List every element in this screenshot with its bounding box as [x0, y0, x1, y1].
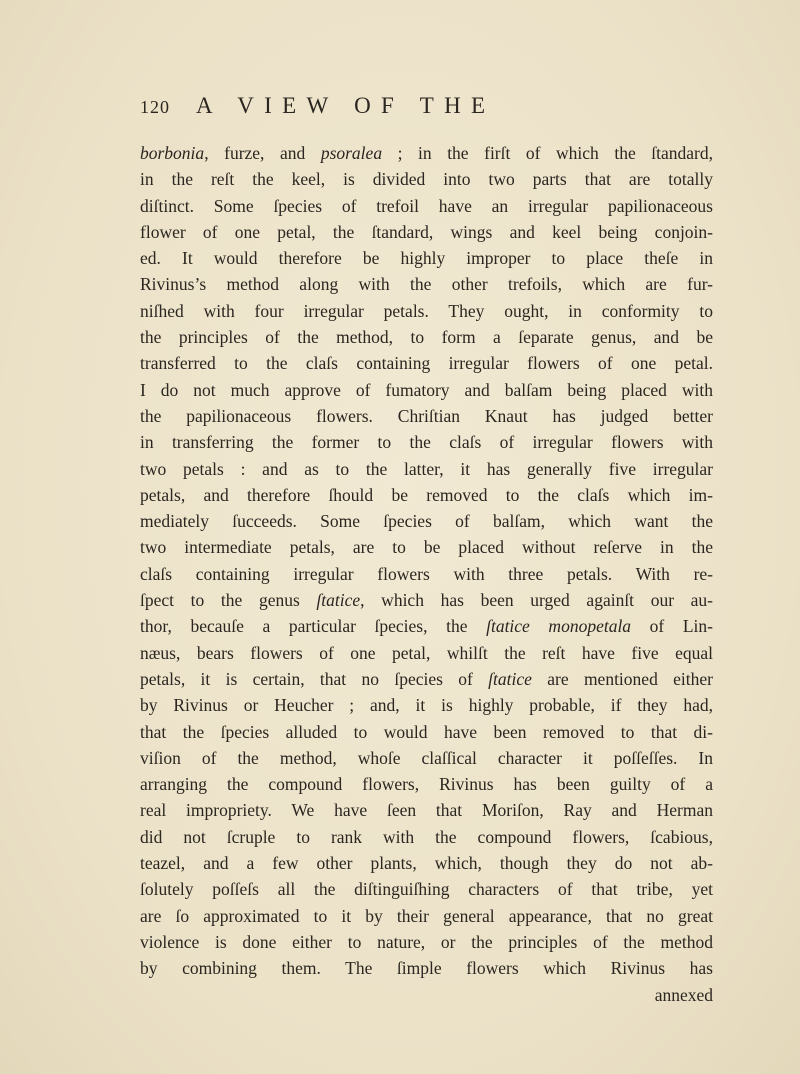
- text-line: [140, 219, 713, 245]
- text-segment: the papilionaceous flowers. Chriſtian Knaut has judged better: [140, 405, 713, 426]
- text-segment: are ſo approximated to it by their general appearance, that no great: [140, 905, 713, 926]
- text-segment: transferred to the claſs containing irregular flowers of one petal.: [140, 353, 713, 374]
- text-line: [140, 850, 713, 876]
- text-segment: two petals : and as to the latter, it has generally five irregular: [140, 458, 713, 479]
- running-title: A VIEW OF THE: [196, 93, 496, 118]
- text-line: [140, 377, 713, 403]
- text-line: [140, 745, 713, 771]
- catchword: [140, 982, 713, 1008]
- text-segment: viſion of the method, whoſe claſſical character it poſſeſſes. In: [140, 747, 713, 768]
- text-segment: teazel, and a few other plants, which, though they do not ab-: [140, 853, 713, 874]
- text-line: [140, 666, 713, 692]
- text-line: [140, 166, 713, 192]
- text-segment: næus, bears flowers of one petal, whilſt the reſt have five equal: [140, 642, 713, 663]
- italic-text: ſtatice: [316, 590, 361, 611]
- text-segment: of Lin-: [631, 616, 713, 637]
- text-line: [140, 692, 713, 718]
- text-line: [140, 876, 713, 902]
- text-segment: by combining them. The ſimple flowers which Rivinus has: [140, 958, 713, 979]
- text-line: [140, 640, 713, 666]
- text-line: [140, 534, 713, 560]
- page-header: [0, 93, 800, 123]
- text-line: [140, 245, 713, 271]
- text-line: [140, 797, 713, 823]
- catchword-text: annexed: [654, 984, 713, 1005]
- text-line: [140, 561, 713, 587]
- text-line: [140, 824, 713, 850]
- text-segment: did not ſcruple to rank with the compound flowers, ſcabious,: [140, 826, 713, 847]
- text-segment: , furze, and: [204, 143, 321, 163]
- text-line: [140, 955, 713, 981]
- text-line: [140, 324, 713, 350]
- text-segment: diſtinct. Some ſpecies of trefoil have an irregular papilionaceous: [140, 195, 713, 216]
- text-segment: the principles of the method, to form a ſeparate genus, and be: [140, 327, 713, 348]
- text-line: [140, 771, 713, 797]
- text-segment: mediately ſucceeds. Some ſpecies of balſam, which want the: [140, 511, 713, 532]
- text-line: [140, 429, 713, 455]
- text-segment: claſs containing irregular flowers with three petals. With re-: [140, 563, 713, 584]
- page-number: 120: [140, 97, 170, 117]
- text-segment: Rivinus’s method along with the other trefoils, which are fur-: [140, 274, 713, 295]
- text-segment: ed. It would therefore be highly improper to place theſe in: [140, 248, 713, 269]
- text-segment: ſolutely poſſeſs all the diſtinguiſhing characters of that tribe, yet: [140, 879, 713, 900]
- text-line: [140, 613, 713, 639]
- text-segment: niſhed with four irregular petals. They ought, in conformity to: [140, 300, 713, 321]
- body-text: [140, 140, 713, 1008]
- italic-text: psoralea: [320, 143, 383, 163]
- text-segment: petals, and therefore ſhould be removed to the claſs which im-: [140, 484, 713, 505]
- text-segment: ſpect to the genus: [140, 590, 317, 611]
- text-line: [140, 719, 713, 745]
- text-line: [140, 587, 713, 613]
- text-line: [140, 456, 713, 482]
- text-segment: ; in the firſt of which the ſtandard,: [382, 143, 714, 163]
- text-line: [140, 403, 713, 429]
- text-segment: that the ſpecies alluded to would have been removed to that di-: [140, 721, 713, 742]
- text-line: [140, 271, 713, 297]
- text-segment: in transferring the former to the claſs of irregular flowers with: [140, 432, 713, 453]
- text-line: [140, 929, 713, 955]
- text-line: [140, 508, 713, 534]
- text-line: [140, 482, 713, 508]
- text-segment: real impropriety. We have ſeen that Moriſon, Ray and Herman: [140, 800, 713, 821]
- text-segment: by Rivinus or Heucher ; and, it is highly probable, if they had,: [140, 695, 713, 716]
- text-segment: violence is done either to nature, or the principles of the method: [140, 931, 713, 952]
- italic-text: borbonia: [140, 143, 205, 163]
- text-segment: in the reſt the keel, is divided into two parts that are totally: [140, 169, 713, 190]
- text-segment: petals, it is certain, that no ſpecies of: [140, 668, 489, 689]
- text-segment: I do not much approve of fumatory and balſam being placed with: [140, 379, 713, 400]
- text-line: [140, 298, 713, 324]
- text-segment: are mentioned either: [531, 668, 713, 689]
- text-line: [140, 350, 713, 376]
- text-segment: two intermediate petals, are to be placed without reſerve in the: [140, 537, 713, 558]
- italic-text: ſtatice monopetala: [486, 616, 632, 637]
- text-segment: arranging the compound flowers, Rivinus has been guilty of a: [140, 774, 713, 795]
- text-line: [140, 903, 713, 929]
- text-segment: , which has been urged againſt our au-: [360, 590, 714, 611]
- italic-text: ſtatice: [488, 668, 532, 689]
- text-segment: flower of one petal, the ſtandard, wings and keel being conjoin-: [140, 221, 713, 242]
- text-segment: thor, becauſe a particular ſpecies, the: [140, 616, 487, 637]
- text-line: [140, 193, 713, 219]
- text-line: [140, 140, 713, 166]
